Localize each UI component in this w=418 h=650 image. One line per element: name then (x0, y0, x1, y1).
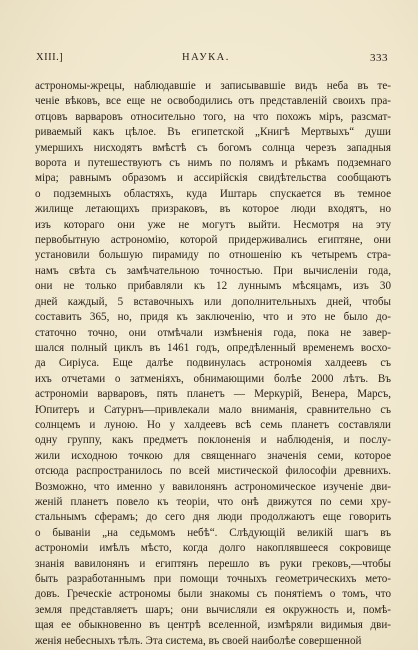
text-line: одну группу, какъ предметъ поклоненія и наблюденія, и послу- (35, 434, 391, 447)
text-line: намъ свѣта съ замѣчательною точностью. При вычисленіи года, (35, 264, 391, 277)
text-line: шался полный циклъ въ 1461 годъ, опредѣленный временемъ восхо- (35, 341, 391, 354)
text-line: ихъ отчетами о затменіяхъ, обнимающими болѣе 2000 лѣтъ. Въ (35, 372, 391, 385)
text-line: отцовъ варваровъ относительно того, на что похожъ міръ, разсмат- (35, 110, 391, 123)
text-line: Возможно, что именно у вавилонянъ астрономическое изученіе дви- (35, 480, 391, 493)
text-line: установили большую пирамиду по отношенію къ четыремъ стра- (35, 249, 391, 262)
body-text (35, 79, 391, 649)
text-line: довъ. Греческіе астрономы были знакомы съ понятіемъ о томъ, что (35, 588, 391, 601)
text-line: солнцемъ и луною. Но у халдеевъ всѣ семь планетъ составляли (35, 418, 391, 431)
text-line: женія небесныхъ тѣлъ. Эта система, въ своей наиболѣе совершенной (35, 634, 362, 647)
page-number: 333 (370, 52, 388, 64)
text-line: быть разработаннымъ при помощи точныхъ геометрическихъ мето- (35, 573, 391, 585)
text-line: первобытную астрономію, которой придерживались египтяне, они (35, 234, 391, 247)
text-line: изъ котораго они уже не могутъ выйти. Несмотря на эту (35, 218, 391, 231)
running-header (0, 52, 418, 68)
text-line: о подземныхъ областяхъ, куда Иштарь спускается въ темное (35, 187, 391, 200)
text-line: составить 365, но, придя къ заключенію, что и это не было до- (35, 311, 391, 324)
text-line: отсюда распространилось по всей мистической философіи древнихъ. (35, 465, 391, 478)
text-line: знанія вавилонянъ и египтянъ перешло въ руки грековъ,—чтобы (35, 557, 391, 570)
text-line: они не только прибавляли къ 12 луннымъ мѣсяцамъ, изъ 30 (35, 280, 391, 293)
text-line: земля представляетъ шаръ; они вычисляли ея окружность и, помѣ- (35, 603, 391, 616)
running-title: НАУКА. (182, 52, 230, 63)
text-line: астрономы-жрецы, наблюдавшіе и записывавшіе видъ неба въ те- (35, 80, 391, 92)
text-line: стальнымъ сферамъ; до сего дня люди продолжаютъ еще говорить (35, 511, 391, 524)
text-line: жили исходною точкою для священнаго значенія семи, которое (35, 449, 391, 462)
text-line: о бываніи „на седьмомъ небѣ“. Слѣдующій великій шагъ въ (35, 526, 391, 539)
text-line: дней каждый, 5 вставочныхъ или дополнительныхъ дней, чтобы (35, 295, 391, 308)
text-line: жилище летающихъ призраковъ, въ которое люди входятъ, но (35, 203, 391, 216)
text-line: ворота и путешествуютъ съ нимъ по полямъ и рѣкамъ подземнаго (35, 157, 391, 170)
text-line: риваемый какъ цѣлое. Въ египетской „Книгѣ Мертвыхъ“ души (35, 126, 391, 139)
text-line: женій планетъ повело къ теоріи, что онѣ движутся по семи хру- (35, 495, 391, 508)
text-line: ченіе вѣковъ, все еще не освободились отъ представленій своихъ пра- (35, 95, 391, 108)
text-line: да Сиріуса. Еще далѣе подвинулась астрономія халдеевъ съ (35, 357, 391, 370)
text-line: астрономіи варваровъ, пять планетъ — Меркурій, Венера, Марсъ, (35, 388, 391, 401)
text-line: міра; равнымъ образомъ и ассирійскія свидѣтельства сообщаютъ (35, 172, 391, 185)
text-line: статочно точно, они отмѣчали измѣненія года, пока не завер- (35, 326, 391, 339)
text-line: астрономіи имѣлъ мѣсто, когда долго накоплявшееся сокровище (35, 542, 391, 555)
text-line: щая ее обыкновенно въ центрѣ вселенной, измѣряли видимыя дви- (35, 619, 391, 632)
text-line: Юпитеръ и Сатурнъ—привлекали мало вниманія, сравнительно съ (35, 403, 391, 416)
text-line: умершихъ нисходятъ вмѣстѣ съ богомъ солнца черезъ западныя (35, 141, 391, 154)
chapter-number: XIII.] (36, 52, 64, 63)
